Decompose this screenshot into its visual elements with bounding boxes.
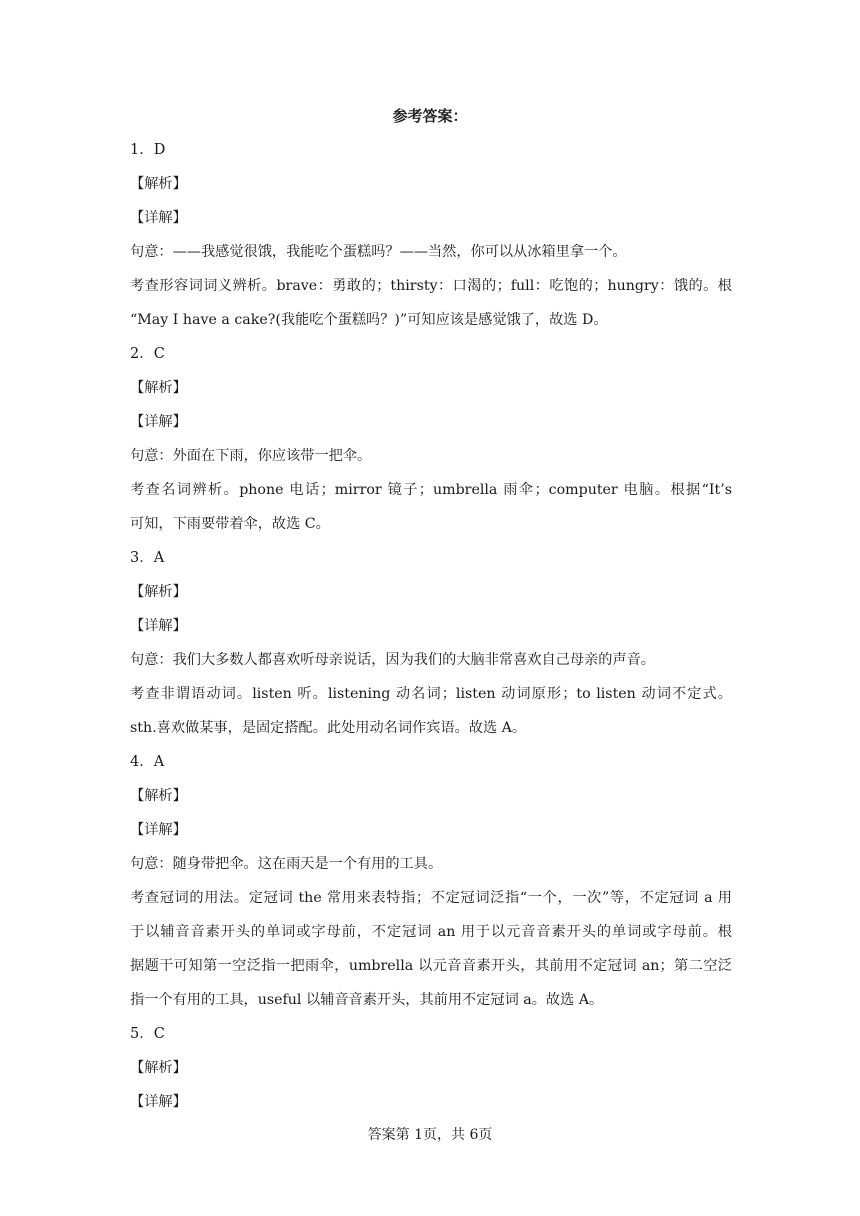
question-number: 1．D [130,142,166,158]
detail-tag: 【详解】 [130,618,187,634]
explanation-line: 考查形容词词义辨析。brave：勇敢的；thirsty：口渴的；full：吃饱的；hungry：饿的。根 [130,278,732,294]
question-block-2 [130,337,732,541]
explanation-line: 考查冠词的用法。定冠词 the 常用来表特指；不定冠词泛指“一个，一次”等，不定冠词 a 用 [130,890,732,906]
question-number: 3．A [130,550,165,566]
page-footer: 答案第 1页，共 6页 [367,1127,493,1143]
question-block-1 [130,133,732,337]
detail-tag: 【详解】 [130,210,187,226]
explanation-line: 考查名词辨析。phone 电话；mirror 镜子；umbrella 雨伞；computer 电脑。根据“It’s [130,482,732,498]
explanation-line: 指一个有用的工具，useful 以辅音音素开头，其前用不定冠词 a。故选 A。 [130,992,604,1008]
explanation-line: 句意：随身带把伞。这在雨天是一个有用的工具。 [130,856,443,872]
analysis-tag: 【解析】 [130,788,187,804]
analysis-tag: 【解析】 [130,1060,187,1076]
explanation-line: 句意：外面在下雨，你应该带一把伞。 [130,448,372,464]
analysis-tag: 【解析】 [130,584,187,600]
question-block-5 [130,1017,732,1119]
question-block-3 [130,541,732,745]
explanation-line: 考查非谓语动词。listen 听。listening 动名词；listen 动词原形；to listen 动词不定式。 [130,686,732,702]
question-block-4 [130,745,732,1017]
answer-content [130,133,732,1119]
analysis-tag: 【解析】 [130,380,187,396]
explanation-line: 可知，下雨要带着伞，故选 C。 [130,516,330,532]
detail-tag: 【详解】 [130,822,187,838]
explanation-line: “May I have a cake?(我能吃个蛋糕吗？)”可知应该是感觉饿了，故选 D。 [130,312,608,328]
analysis-tag: 【解析】 [130,176,187,192]
question-number: 4．A [130,754,165,770]
explanation-line: 句意：我们大多数人都喜欢听母亲说话，因为我们的大脑非常喜欢自己母亲的声音。 [130,652,655,668]
page-title: 参考答案： [392,107,468,125]
explanation-line: 于以辅音音素开头的单词或字母前，不定冠词 an 用于以元音音素开头的单词或字母前。根 [130,924,732,940]
question-number: 5．C [130,1026,165,1042]
explanation-line: sth.喜欢做某事，是固定搭配。此处用动名词作宾语。故选 A。 [130,720,527,736]
detail-tag: 【详解】 [130,414,187,430]
explanation-line: 据题干可知第一空泛指一把雨伞，umbrella 以元音音素开头，其前用不定冠词 an；第二空泛 [130,958,732,974]
question-number: 2．C [130,346,165,362]
explanation-line: 句意：——我感觉很饿，我能吃个蛋糕吗？——当然，你可以从冰箱里拿一个。 [130,244,627,260]
detail-tag: 【详解】 [130,1094,187,1110]
